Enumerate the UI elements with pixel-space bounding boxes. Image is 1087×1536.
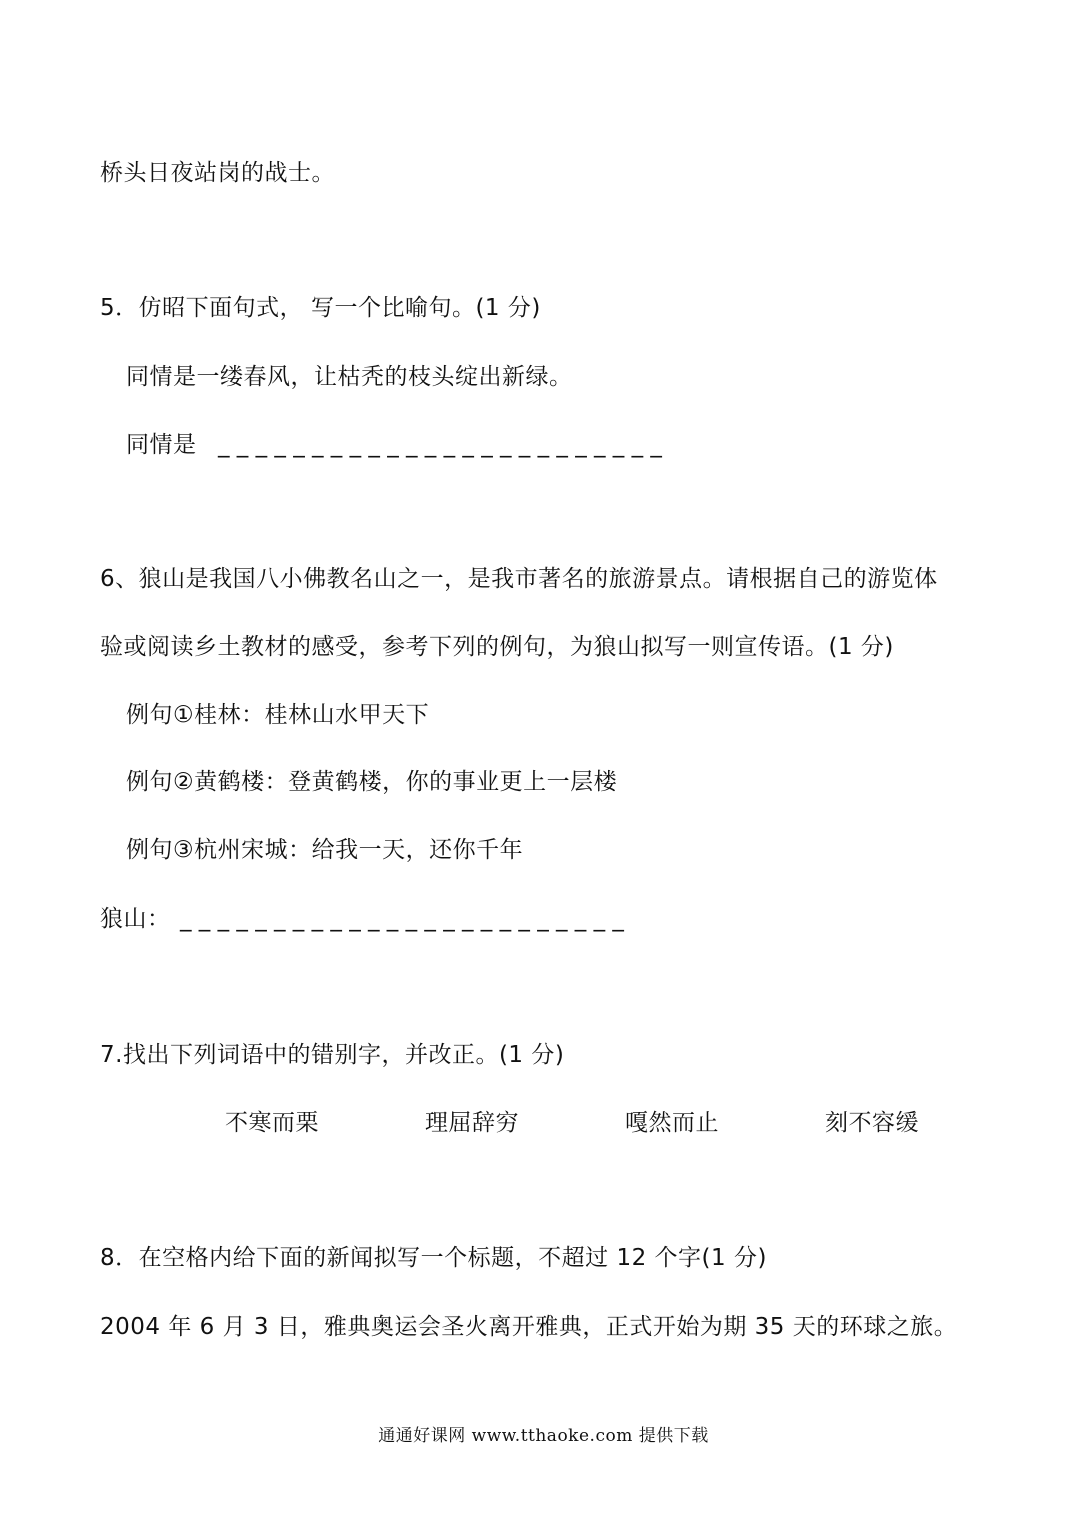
q7-word-3: 嘎然而止 (625, 1110, 719, 1136)
q6-prompt-line1: 6、狼山是我国八小佛教名山之一，是我市著名的旅游景点。请根据自己的游览体 (100, 566, 938, 592)
page-footer: 通通好课网 www.tthaoke.com 提供下载 (378, 1426, 709, 1446)
q6-answer-blank[interactable]: ________________________ (180, 906, 632, 932)
q5-answer-label: 同情是 (126, 432, 197, 458)
q6-example-2: 例句②黄鹤楼：登黄鹤楼，你的事业更上一层楼 (126, 769, 618, 795)
q6-example-1: 例句①桂林：桂林山水甲天下 (126, 702, 430, 728)
q6-prompt-line2: 验或阅读乡土教材的感受，参考下列的例句，为狼山拟写一则宣传语。(1 分) (100, 634, 894, 660)
q5-prompt: 5．仿昭下面句式， 写一个比喻句。(1 分) (100, 295, 541, 321)
q5-answer-blank[interactable]: ________________________ (218, 432, 670, 458)
q4-tail-text: 桥头日夜站岗的战士。 (100, 160, 335, 186)
q5-example: 同情是一缕春风，让枯秃的枝头绽出新绿。 (126, 364, 573, 390)
q8-prompt: 8．在空格内给下面的新闻拟写一个标题，不超过 12 个字(1 分) (100, 1245, 767, 1271)
q7-word-2: 理屈辞穷 (425, 1110, 519, 1136)
q7-word-4: 刻不容缓 (825, 1110, 919, 1136)
q6-example-3: 例句③杭州宋城：给我一天，还你千年 (126, 837, 524, 863)
q6-answer-label: 狼山： (100, 906, 171, 932)
q8-news-text: 2004 年 6 月 3 日，雅典奥运会圣火离开雅典，正式开始为期 35 天的环球之旅。 (100, 1314, 958, 1340)
q7-prompt: 7.找出下列词语中的错别字，并改正。(1 分) (100, 1042, 565, 1068)
q7-word-1: 不寒而栗 (225, 1110, 319, 1136)
